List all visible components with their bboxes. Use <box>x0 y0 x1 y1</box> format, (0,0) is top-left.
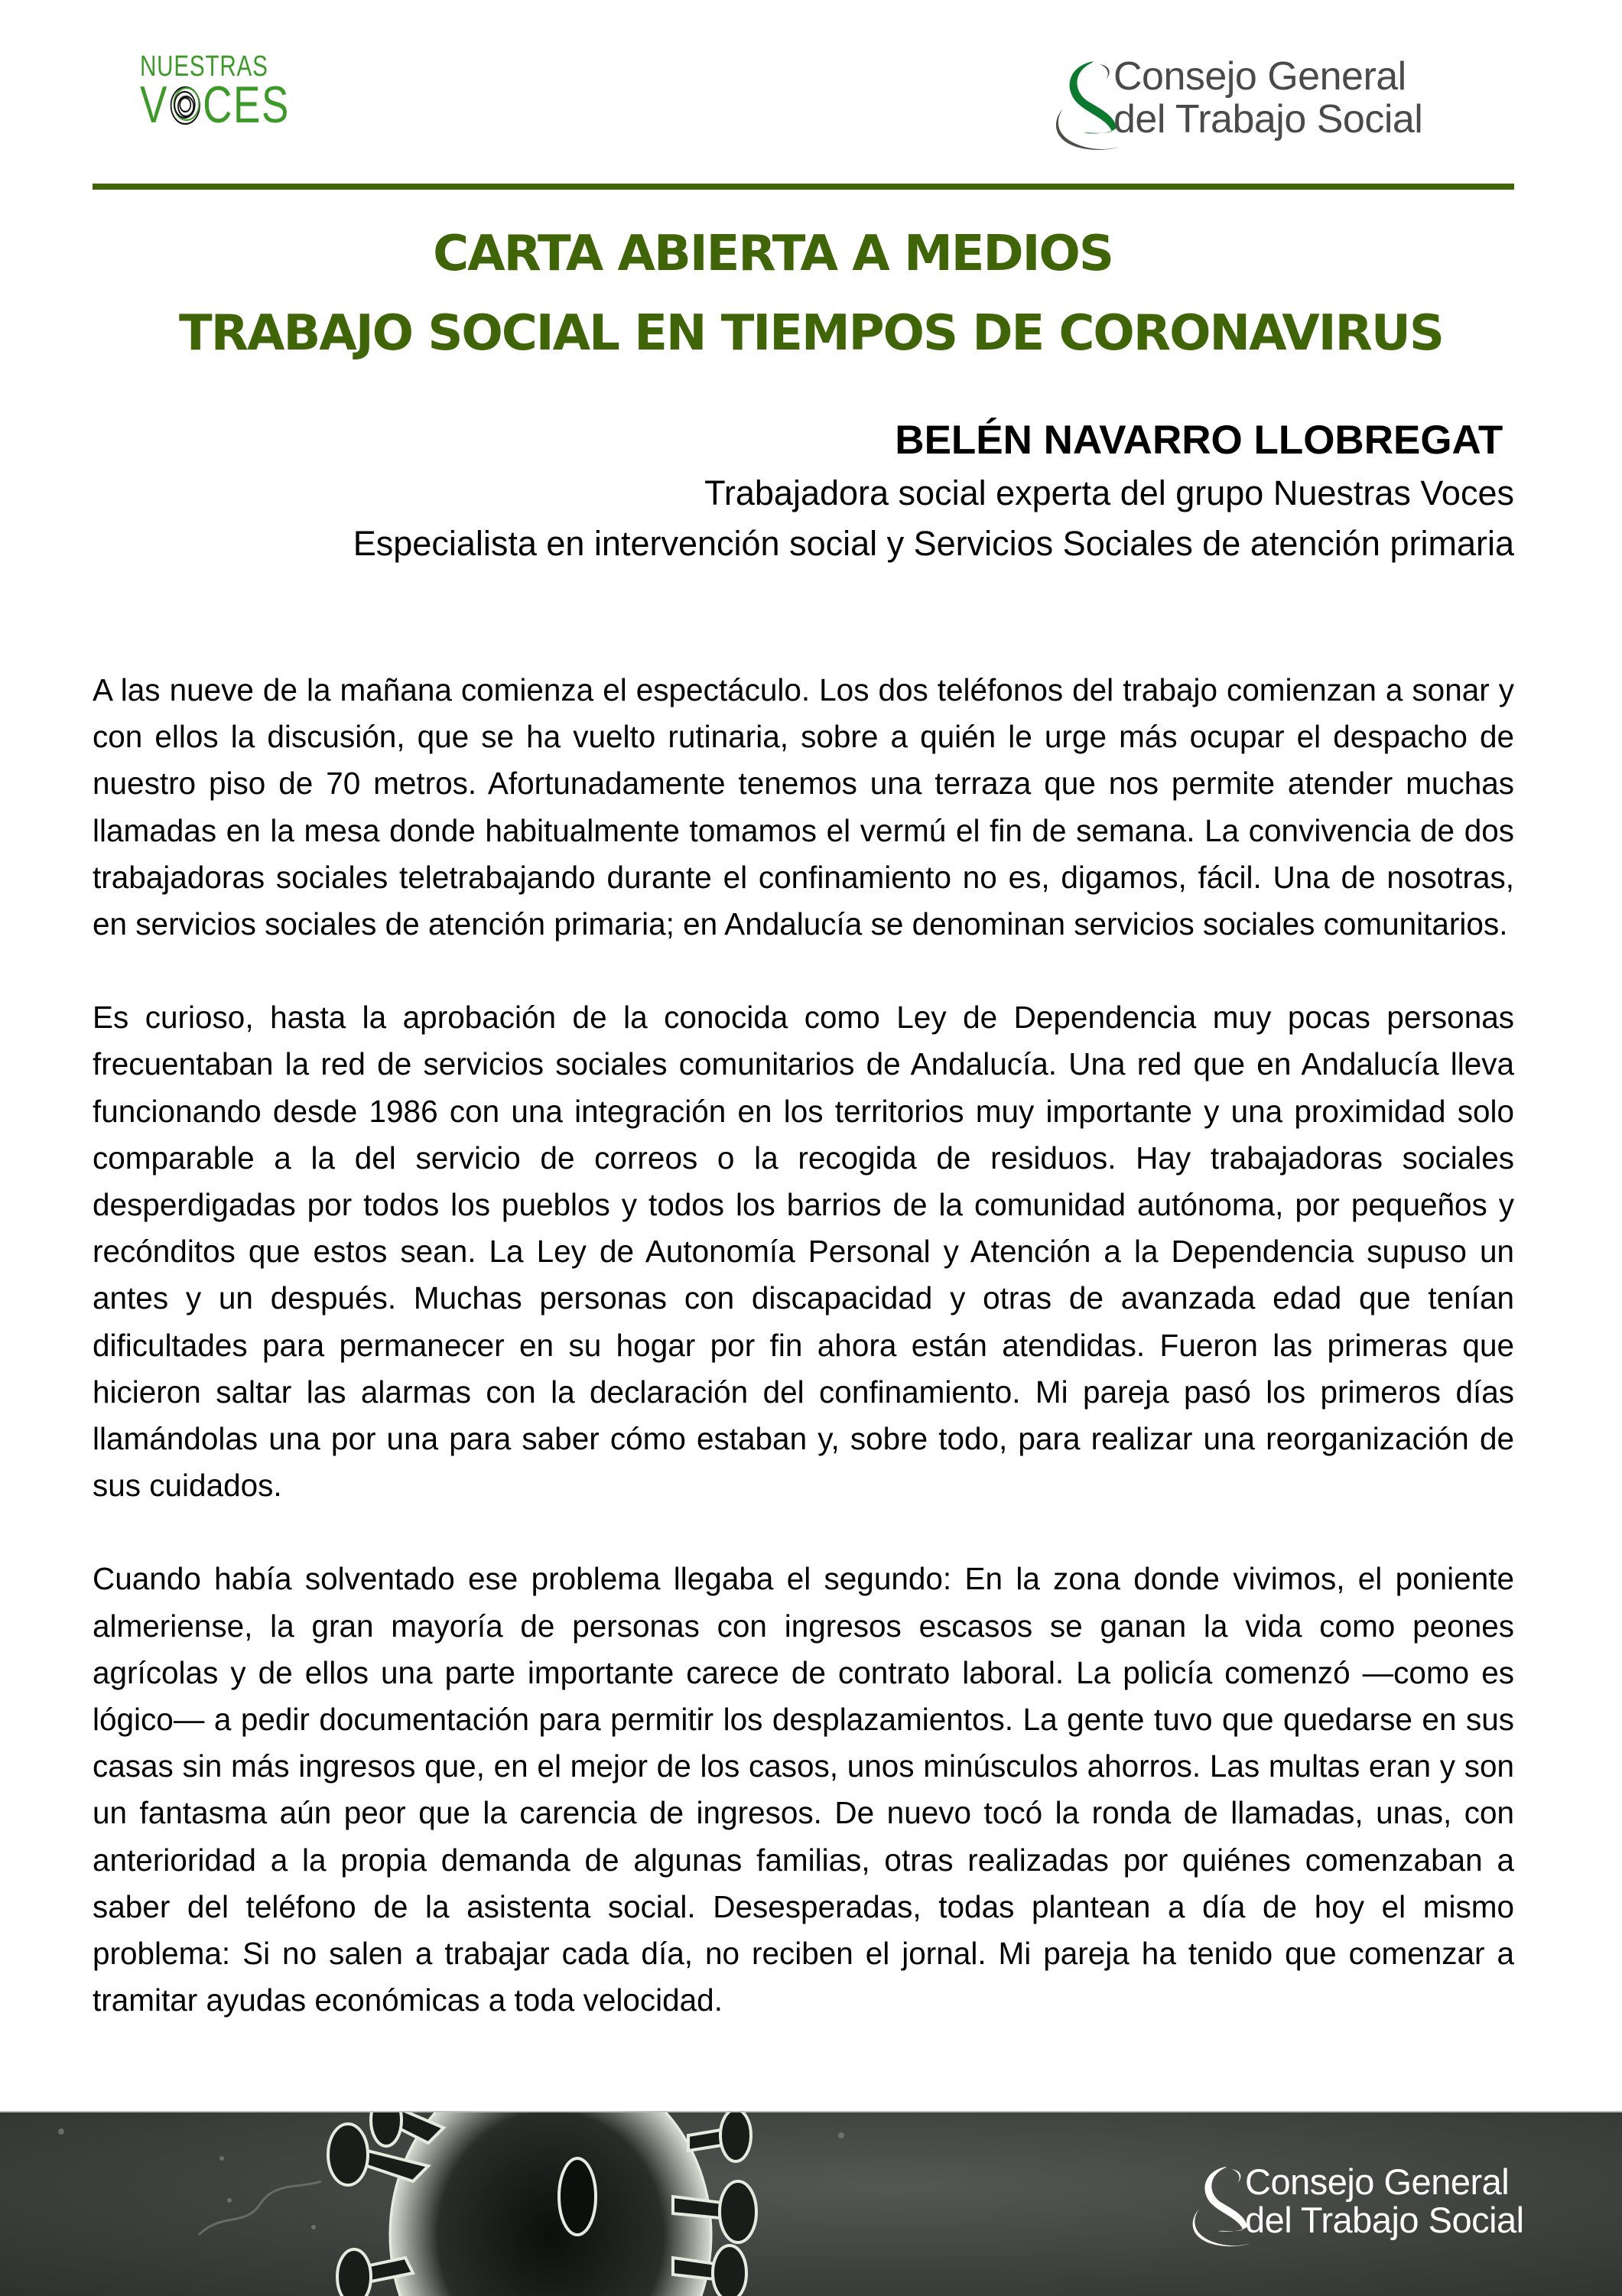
article-body <box>93 667 1514 2070</box>
author-name: BELÉN NAVARRO LLOBREGAT <box>895 418 1514 463</box>
consejo-general-logo-text <box>1113 55 1422 141</box>
footer-banner <box>0 2111 1622 2296</box>
footer-consejo-general-logo <box>1184 2160 1581 2252</box>
author-block <box>353 413 1514 569</box>
nuestras-voces-logo-ces: CES <box>203 76 290 134</box>
document-title <box>0 214 1622 373</box>
consejo-general-logo-line2: del Trabajo Social <box>1113 97 1423 141</box>
consejo-general-logo <box>1046 55 1505 154</box>
footer-logo-line2: del Trabajo Social <box>1245 2200 1524 2240</box>
author-role-2: Especialista en intervención social y Servicios Sociales de atención primaria <box>353 524 1514 563</box>
s-swirl-icon <box>1184 2160 1253 2252</box>
footer-logo-text <box>1245 2163 1524 2239</box>
nuestras-voces-logo-line2 <box>140 76 290 134</box>
nuestras-voces-logo-v: V <box>140 76 168 134</box>
paragraph: A las nueve de la mañana comienza el espectáculo. Los dos teléfonos del trabajo comienzan a sonar y con ellos la discusión, que se ha vuelto rutinaria, sobre a quién le urge más ocupar el despacho de nuestro piso de 70 metros. Afortunadamente tenemos una terraza que nos permite atender muchas llamadas en la mesa donde habitualmente tomamos el vermú el fin de semana. La convivencia de dos trabajadoras sociales teletrabajando durante el confinamiento no es, digamos, fácil. Una de nosotras, en servicios sociales de atención primaria; en Andalucía se denominan servicios sociales comunitarios. <box>93 672 1514 942</box>
title-line-2: TRABAJO SOCIAL EN TIEMPOS DE CORONAVIRUS <box>179 305 1443 362</box>
nuestras-voces-logo <box>140 52 293 138</box>
author-role-1: Trabajadora social experta del grupo Nuestras Voces <box>704 473 1514 512</box>
title-line-1: CARTA ABIERTA A MEDIOS <box>433 226 1113 282</box>
nuestras-voces-logo-line1: NUESTRAS <box>140 50 268 83</box>
s-swirl-icon <box>1046 55 1123 154</box>
paragraph: Cuando había solventado ese problema llegaba el segundo: En la zona donde vivimos, el poniente almeriense, la gran mayoría de personas con ingresos escasos se ganan la vida como peones agrícolas y de ellos una parte importante carece de contrato laboral. La policía comenzó —como es lógico— a pedir documentación para permitir los desplazamientos. La gente tuvo que quedarse en sus casas sin más ingresos que, en el mejor de los casos, unos minúsculos ahorros. Las multas eran y son un fantasma aún peor que la carencia de ingresos. De nuevo tocó la ronda de llamadas, unas, con anterioridad a la propia demanda de algunas familias, otras realizadas por quiénes comenzaban a saber del teléfono de la asistenta social. Desesperadas, todas plantean a día de hoy el mismo problema: Si no salen a trabajar cada día, no reciben el jornal. Mi pareja ha tenido que comenzar a tramitar ayudas económicas a toda velocidad. <box>93 1561 1514 2018</box>
header-divider <box>93 184 1514 190</box>
concentric-circles-icon <box>169 83 203 126</box>
footer-logo-line1: Consejo General <box>1245 2161 1510 2202</box>
paragraph: Es curioso, hasta la aprobación de la conocida como Ley de Dependencia muy pocas personas frecuentaban la red de servicios sociales comunitarios de Andalucía. Una red que en Andalucía lleva funcionando desde 1986 con una integración en los territorios muy importante y una proximidad solo comparable a la del servicio de correos o la recogida de residuos. Hay trabajadoras sociales desperdigadas por todos los pueblos y todos los barrios de la comunidad autónoma, por pequeños y recónditos que estos sean. La Ley de Autonomía Personal y Atención a la Dependencia supuso un antes y un después. Muchas personas con discapacidad y otras de avanzada edad que tenían dificultades para permanecer en su hogar por fin ahora están atendidas. Fueron las primeras que hicieron saltar las alarmas con la declaración del confinamiento. Mi pareja pasó los primeros días llamándolas una por una para saber cómo estaban y, sobre todo, para realizar una reorganización de sus cuidados. <box>93 1000 1514 1504</box>
coronavirus-illustration-icon <box>0 2112 994 2296</box>
consejo-general-logo-line1: Consejo General <box>1113 54 1406 99</box>
